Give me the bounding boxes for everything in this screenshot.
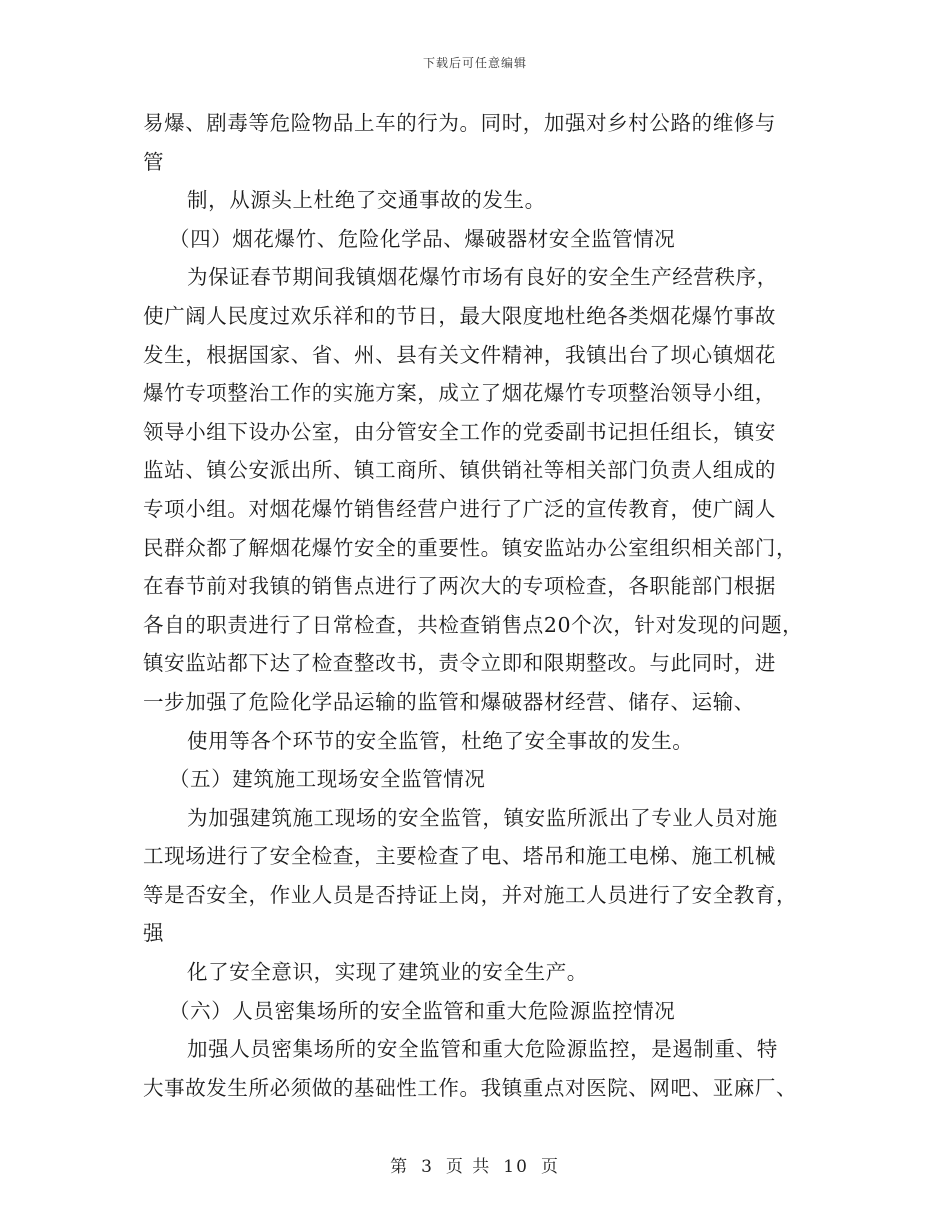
footer-page-prefix: 第 <box>390 1157 410 1177</box>
text-line: 民群众都了解烟花爆竹安全的重要性。镇安监站办公室组织相关部门， <box>143 535 798 560</box>
text-line: 易爆、剧毒等危险物品上车的行为。同时，加强对乡村公路的维修与 <box>143 111 776 135</box>
text-line: 在春节前对我镇的销售点进行了两次大的专项检查，各职能部门根据 <box>143 574 776 599</box>
text-line: 各自的职责进行了日常检查，共检查销售点20个次，针对发现的问题， <box>143 612 804 637</box>
section-heading: （六）人员密集场所的安全监管和重大危险源监控情况 <box>169 998 676 1023</box>
text-line: 工现场进行了安全检查，主要检查了电、塔吊和施工电梯、施工机械 <box>143 844 776 869</box>
text-line: 为保证春节期间我镇烟花爆竹市场有良好的安全生产经营秩序， <box>187 265 778 290</box>
footer-page-suffix: 页 <box>540 1157 560 1177</box>
page-footer <box>0 1152 950 1177</box>
text-line: 加强人员密集场所的安全监管和重大危险源监控，是遏制重、特 <box>187 1037 778 1062</box>
text-line: 制，从源头上杜绝了交通事故的发生。 <box>187 188 546 213</box>
document-body <box>143 104 815 1107</box>
text-line: 爆竹专项整治工作的实施方案，成立了烟花爆竹专项整治领导小组， <box>143 381 776 406</box>
text-line: 等是否安全，作业人员是否持证上岗，并对施工人员进行了安全教育， <box>143 882 798 907</box>
text-line: 大事故发生所必须做的基础性工作。我镇重点对医院、网吧、亚麻厂、 <box>143 1075 798 1100</box>
text-line: 使用等各个环节的安全监管，杜绝了安全事故的发生。 <box>187 728 694 753</box>
text-line: 一步加强了危险化学品运输的监管和爆破器材经营、储存、运输、 <box>143 689 755 714</box>
footer-page-middle: 页 共 <box>445 1157 492 1177</box>
text-line: 专项小组。对烟花爆竹销售经营户进行了广泛的宣传教育，使广阔人 <box>143 496 776 521</box>
section-heading: （五）建筑施工现场安全监管情况 <box>169 767 486 792</box>
footer-total-pages: 10 <box>503 1157 529 1177</box>
text-line: 使广阔人民度过欢乐祥和的节日，最大限度地杜绝各类烟花爆竹事故 <box>143 303 776 328</box>
text-line: 为加强建筑施工现场的安全监管，镇安监所派出了专业人员对施 <box>187 805 778 830</box>
section-heading: （四）烟花爆竹、危险化学品、爆破器材安全监管情况 <box>169 226 676 251</box>
text-line: 发生，根据国家、省、州、县有关文件精神，我镇出台了坝心镇烟花 <box>143 342 776 367</box>
page-header-note: 下载后可任意编辑 <box>422 56 527 70</box>
text-line: 领导小组下设办公室，由分管安全工作的党委副书记担任组长，镇安 <box>143 419 776 444</box>
footer-page-number: 3 <box>421 1157 434 1177</box>
text-line: 强 <box>143 921 165 946</box>
text-line: 管 <box>143 149 165 174</box>
text-line: 镇安监站都下达了检查整改书，责令立即和限期整改。与此同时，进 <box>143 651 776 676</box>
text-line: 化了安全意识，实现了建筑业的安全生产。 <box>187 960 588 985</box>
text-line: 监站、镇公安派出所、镇工商所、镇供销社等相关部门负责人组成的 <box>143 458 776 483</box>
